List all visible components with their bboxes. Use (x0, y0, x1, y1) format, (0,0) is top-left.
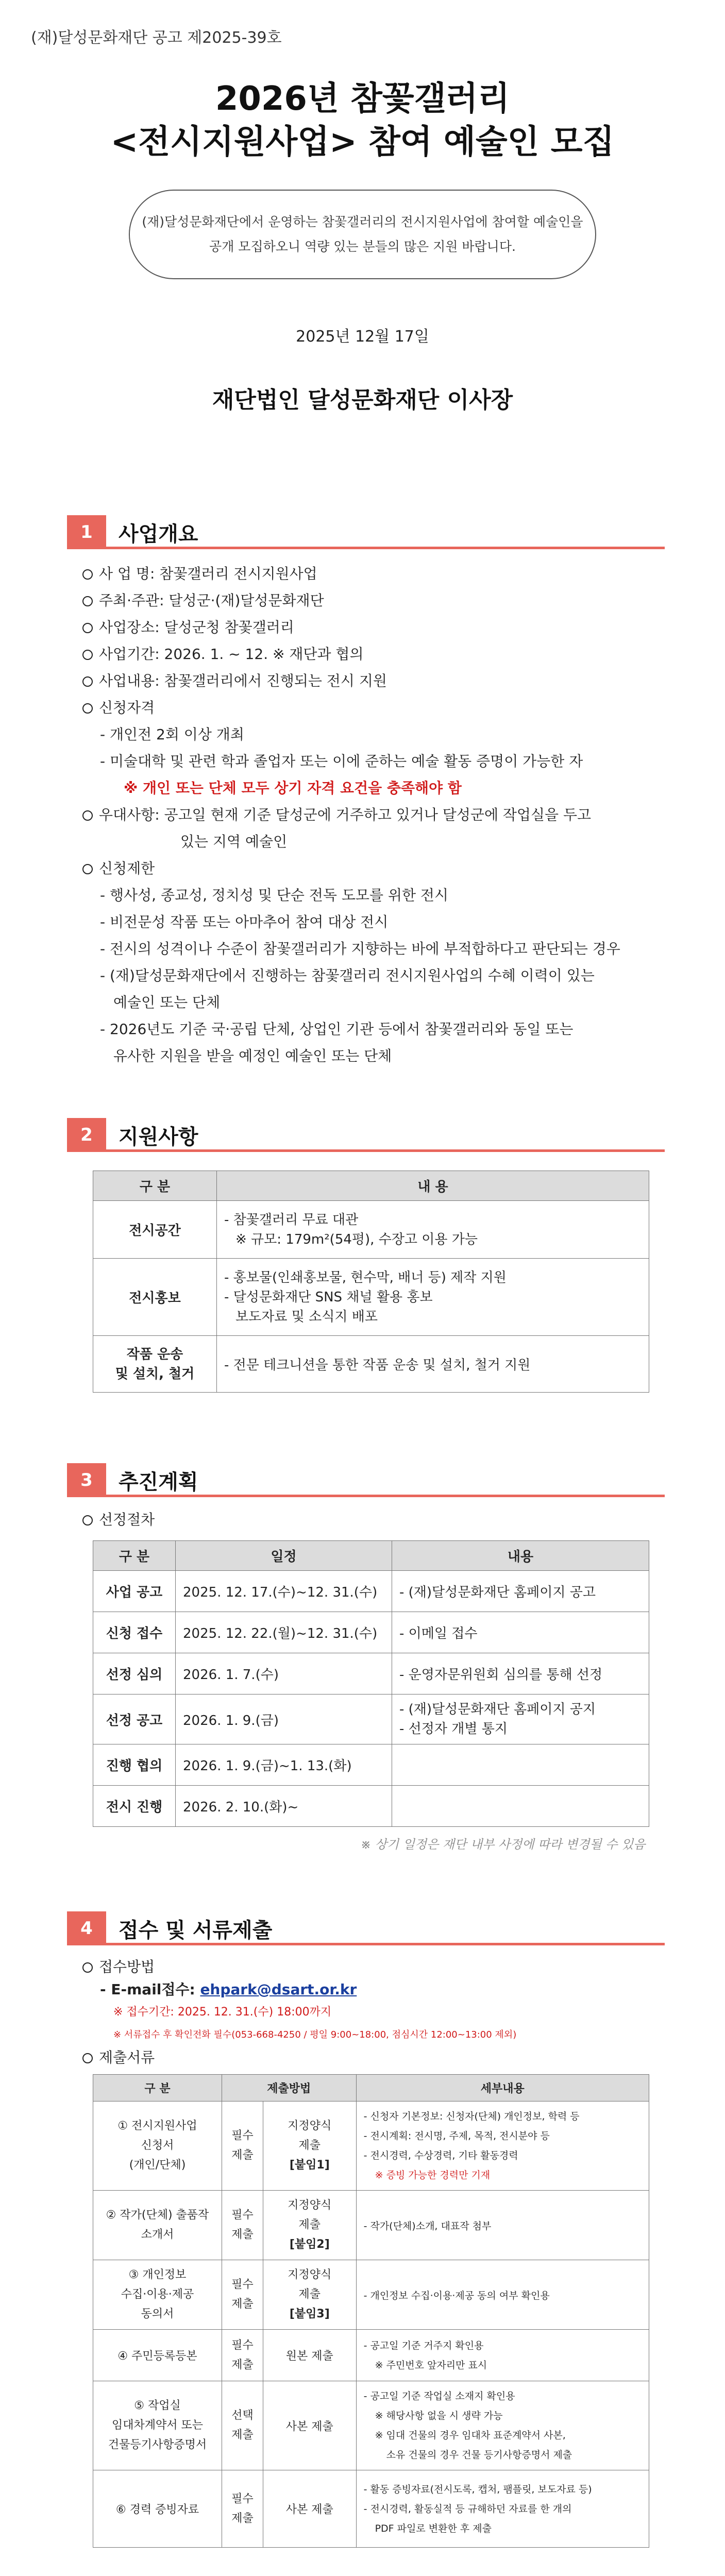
circle-bullet-icon (82, 1962, 93, 1973)
row-content: - 전문 테크니션을 통한 작품 운송 및 설치, 철거 지원 (217, 1336, 649, 1393)
limit-item: - (재)달성문화재단에서 진행하는 참꽃갤러리 전시지원사업의 수혜 이력이 있는 (100, 967, 595, 984)
period-note: ※ 접수기간: 2025. 12. 31.(수) 18:00까지 (113, 2006, 332, 2019)
table-row: ① 전시지원사업 신청서 (개인/단체) 필수 제출 지정양식 제출 [붙임1] - 신청자 기본정보: 신청자(단체) 개인정보, 학력 등 - 전시계획: 전시명, 주제, 목적, 전시분야 등 - 전시경력, 수상경력, 기타 활동경력 ※ 증빙 가능한 경력만 기재 (93, 2102, 649, 2191)
section-1-body (82, 561, 670, 1070)
section-number: 3 (67, 1463, 106, 1497)
table-row (93, 1259, 649, 1336)
section-number: 1 (67, 515, 106, 549)
row-label: 작품 운송 및 설치, 철거 (93, 1336, 217, 1393)
table-header: 구 분 (93, 1171, 217, 1201)
page-title: 2026년 참꽃갤러리 (215, 80, 510, 118)
list-item: 사업내용: 참꽃갤러리에서 진행되는 전시 지원 (82, 668, 670, 694)
intro-line: 공개 모집하오니 역량 있는 분들의 많은 지원 바랍니다. (209, 239, 516, 254)
row-content: - 참꽃갤러리 무료 대관 ※ 규모: 179m²(54평), 수장고 이용 가능 (217, 1201, 649, 1259)
document-number: (재)달성문화재단 공고 제2025-39호 (31, 29, 282, 47)
row-content: - 홍보물(인쇄홍보물, 현수막, 배너 등) 제작 지원 - 달성문화재단 SNS 채널 활용 홍보 보도자료 및 소식지 배포 (217, 1259, 649, 1336)
documents-table (93, 2074, 649, 2548)
table-header: 세부내용 (356, 2075, 649, 2102)
limit-item: - 전시의 성격이나 수준이 참꽃갤러리가 지향하는 바에 부적합하다고 판단되는 경우 (100, 940, 620, 957)
section-number: 2 (67, 1118, 106, 1152)
page-subtitle: <전시지원사업> 참여 예술인 모집 (110, 123, 615, 161)
intro-box (129, 190, 596, 279)
section-number: 4 (67, 1911, 106, 1945)
table-header: 내 용 (217, 1171, 649, 1201)
section-1-header (67, 515, 665, 549)
list-item: 사업기간: 2026. 1. ~ 12. ※ 재단과 협의 (82, 641, 670, 668)
circle-bullet-icon (82, 623, 93, 633)
table-header: 제출방법 (222, 2075, 357, 2102)
section-title: 지원사항 (119, 1125, 198, 1149)
circle-bullet-icon (82, 596, 93, 606)
section-divider (67, 1495, 665, 1497)
schedule-table (93, 1540, 649, 1827)
title-block (0, 77, 725, 164)
table-row: 진행 협의 2026. 1. 9.(금)~1. 13.(화) (93, 1744, 649, 1786)
table-header: 내용 (392, 1541, 649, 1571)
table-header: 일정 (176, 1541, 392, 1571)
list-item: 신청제한 (82, 855, 670, 882)
schedule-note: ※ 상기 일정은 재단 내부 사정에 따라 변경될 수 있음 (361, 1837, 646, 1852)
circle-bullet-icon (82, 1515, 93, 1526)
list-item: 사업장소: 달성군청 참꽃갤러리 (82, 614, 670, 641)
section-title: 추진계획 (119, 1470, 198, 1494)
table-row (93, 1201, 649, 1259)
table-row: 전시 진행 2026. 2. 10.(화)~ (93, 1786, 649, 1827)
limit-item: - 2026년도 기준 국·공립 단체, 상업인 기관 등에서 참꽃갤러리와 동일 또는 (100, 1021, 574, 1038)
circle-bullet-icon (82, 569, 93, 580)
email-link[interactable]: ehpark@dsart.or.kr (200, 1981, 357, 1998)
table-row: ⑤ 작업실 임대차계약서 또는 건물등기사항증명서 선택 제출 사본 제출 - 공고일 기준 작업실 소재지 확인용 ※ 해당사항 없을 시 생략 가능 ※ 임대 건물의 경우 임대차 표준계약서 사본, 소유 건물의 경우 건물 등기사항증명서 제출 (93, 2381, 649, 2470)
section-4-header (67, 1911, 665, 1945)
support-table (93, 1171, 649, 1393)
section-2-header (67, 1118, 665, 1152)
announcement-date: 2025년 12월 17일 (296, 328, 429, 346)
table-header: 구 분 (93, 2075, 222, 2102)
list-item: 신청자격 (82, 694, 670, 721)
circle-bullet-icon (82, 650, 93, 660)
circle-bullet-icon (82, 2053, 93, 2063)
list-item: 주최·주관: 달성군·(재)달성문화재단 (82, 587, 670, 614)
list-item: 제출서류 (82, 2046, 670, 2069)
circle-bullet-icon (82, 676, 93, 687)
table-header: 구 분 (93, 1541, 176, 1571)
list-item: 사 업 명: 참꽃갤러리 전시지원사업 (82, 561, 670, 587)
table-row (93, 1336, 649, 1393)
table-row: ⑥ 경력 증빙자료 필수 제출 사본 제출 - 활동 증빙자료(전시도록, 캡처, 팸플릿, 보도자료 등) - 전시경력, 활동실적 등 규해하던 자료를 한 개의 PDF 파일로 변환한 후 제출 (93, 2470, 649, 2548)
limit-item-continued: 유사한 지원을 받을 예정인 예술인 또는 단체 (113, 1047, 392, 1064)
table-row: ④ 주민등록등본 필수 제출 원본 제출 - 공고일 기준 거주지 확인용 ※ 주민번호 앞자리만 표시 (93, 2330, 649, 2381)
table-row: 선정 심의 2026. 1. 7.(수) - 운영자문위원회 심의를 통해 선정 (93, 1653, 649, 1694)
table-row: ③ 개인정보 수집·이용·제공 동의서 필수 제출 지정양식 제출 [붙임3] - 개인정보 수집·이용·제공 동의 여부 확인용 (93, 2260, 649, 2330)
table-row: 신청 접수 2025. 12. 22.(월)~12. 31.(수) - 이메일 접수 (93, 1612, 649, 1653)
email-line: - E-mail접수: ehpark@dsart.or.kr (100, 1981, 357, 1998)
confirm-note: ※ 서류접수 후 확인전화 필수(053-668-4250 / 평일 9:00~18:00, 점심시간 12:00~13:00 제외) (113, 2029, 517, 2040)
table-row: 선정 공고 2026. 1. 9.(금) - (재)달성문화재단 홈페이지 공지 - 선정자 개별 통지 (93, 1694, 649, 1744)
table-row: ② 작가(단체) 출품작 소개서 필수 제출 지정양식 제출 [붙임2] - 작가(단체)소개, 대표작 첨부 (93, 2191, 649, 2260)
table-row: 사업 공고 2025. 12. 17.(수)~12. 31.(수) - (재)달성문화재단 홈페이지 공고 (93, 1571, 649, 1612)
limit-item: - 행사성, 종교성, 정치성 및 단순 전독 도모를 위한 전시 (100, 887, 449, 904)
section-title: 사업개요 (119, 522, 198, 546)
section-divider (67, 547, 665, 549)
circle-bullet-icon (82, 703, 93, 714)
section-3-header (67, 1463, 665, 1497)
section-4-body (82, 1956, 670, 2069)
row-label: 전시홍보 (93, 1259, 217, 1336)
priority-continued: 있는 지역 예술인 (180, 833, 288, 850)
section-divider (67, 1943, 665, 1945)
organization-name: 재단법인 달성문화재단 이사장 (212, 387, 513, 413)
section-title: 접수 및 서류제출 (119, 1918, 273, 1942)
list-item: 우대사항: 공고일 현재 기준 달성군에 거주하고 있거나 달성군에 작업실을 두고 (82, 802, 670, 828)
circle-bullet-icon (82, 864, 93, 874)
row-label: 전시공간 (93, 1201, 217, 1259)
selection-process-label: 선정절차 (82, 1506, 155, 1533)
limit-item-continued: 예술인 또는 단체 (113, 994, 221, 1011)
qualification-warning: ※ 개인 또는 단체 모두 상기 자격 요건을 충족해야 함 (124, 779, 462, 796)
qualification-item: - 개인전 2회 이상 개최 (100, 726, 244, 743)
section-divider (67, 1149, 665, 1152)
limit-item: - 비전문성 작품 또는 아마추어 참여 대상 전시 (100, 913, 389, 930)
intro-line: (재)달성문화재단에서 운영하는 참꽃갤러리의 전시지원사업에 참여할 예술인을 (142, 214, 583, 229)
circle-bullet-icon (82, 810, 93, 821)
list-item: 접수방법 (82, 1956, 670, 1978)
qualification-item: - 미술대학 및 관련 학과 졸업자 또는 이에 준하는 예술 활동 증명이 가능한 자 (100, 753, 583, 770)
